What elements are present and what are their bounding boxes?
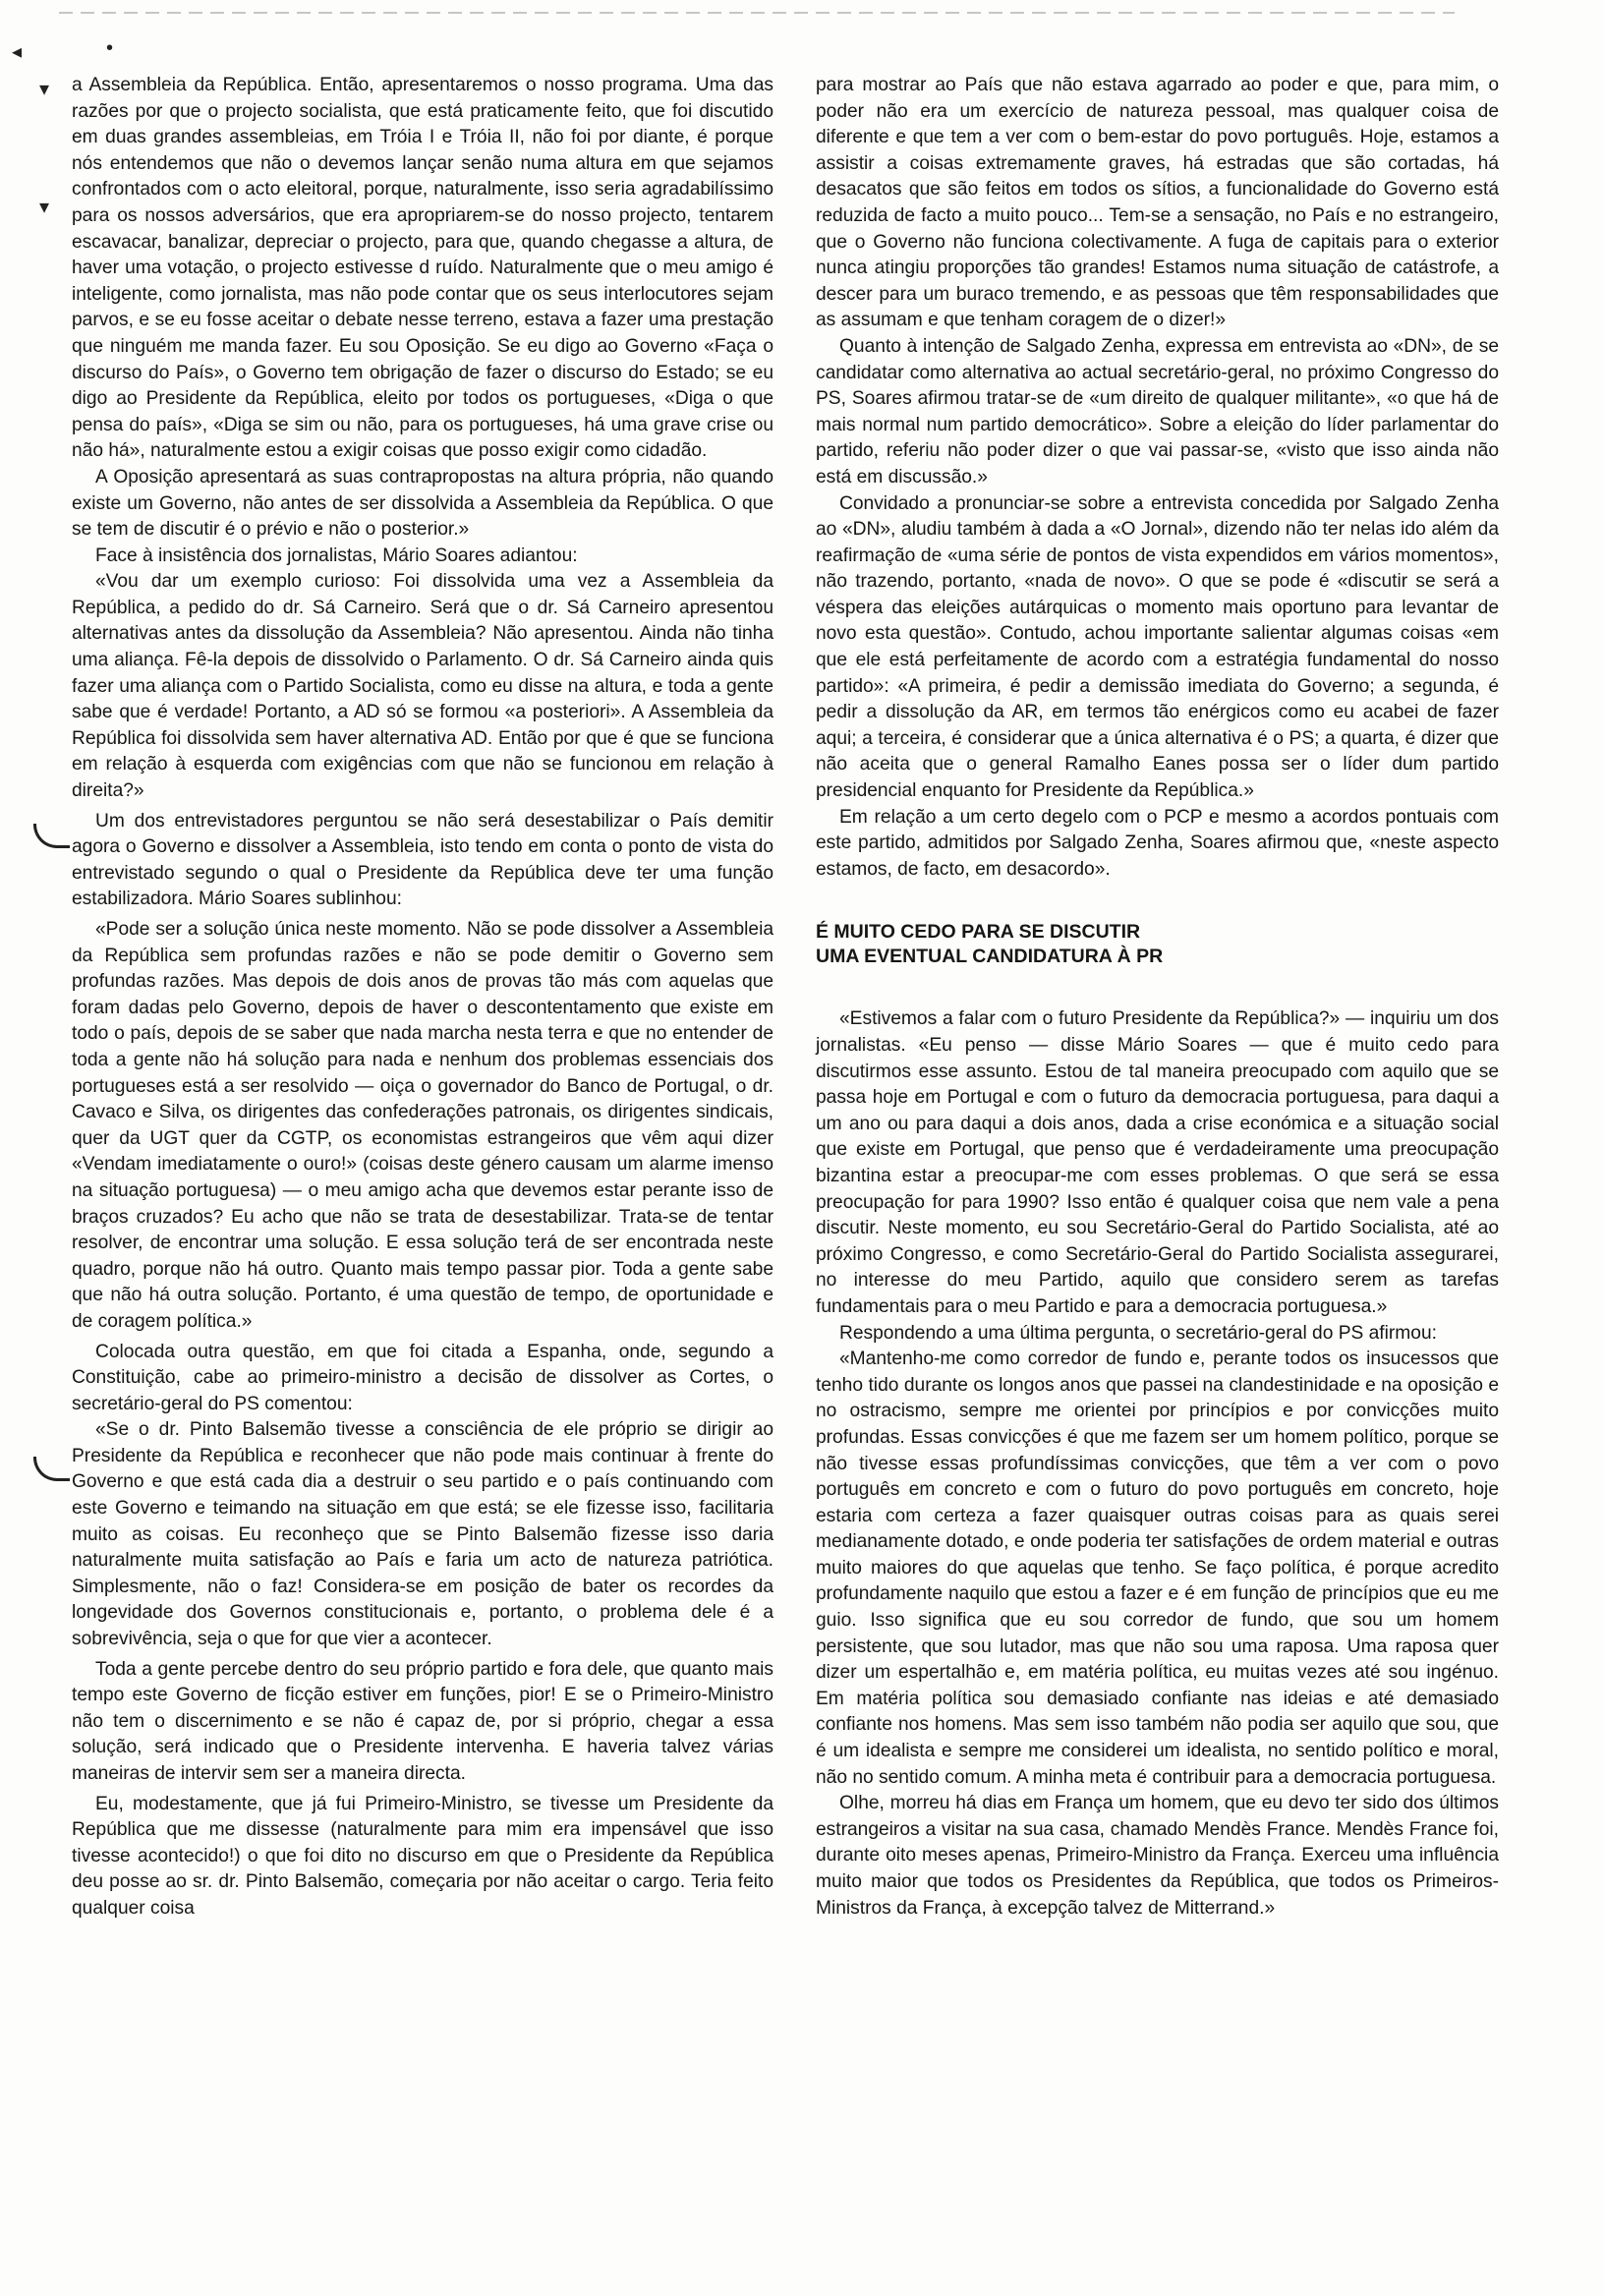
- paragraph: Colocada outra questão, em que foi citada a Espanha, onde, segundo a Constituição, cabe ao primeiro-ministro a decisão de dissolver as Cortes, o secretário-geral do PS comentou:: [72, 1341, 773, 1414]
- margin-dot: ▾: [39, 197, 50, 218]
- paragraph: «Vou dar um exemplo curioso: Foi dissolvida uma vez a Assembleia da República, a pedido do dr. Sá Carneiro. Será que o dr. Sá Carneiro apresentou alternativas antes da dissolução da Assembleia? Não apresentou. Ainda não tinha uma aliança. Fê-la depois de dissolvido o Parlamento. O dr. Sá Carneiro ainda quis fazer uma aliança com o Partido Socialista, como eu disse na altura, e toda a gente sabe que é verdade! Portanto, a AD só se formou «a posteriori». A Assembleia da República foi dissolvida sem haver alternativa AD. Então por que é que se funciona em relação à esquerda com exigências com que não se funcionou em relação à direita?»: [72, 571, 773, 802]
- section-heading-line: UMA EVENTUAL CANDIDATURA À PR: [816, 946, 1164, 968]
- margin-dot: •: [106, 37, 114, 59]
- paragraph: Quanto à intenção de Salgado Zenha, expressa em entrevista ao «DN», de se candidatar como alternativa ao actual secretário-geral, no próximo Congresso do PS, Soares afirmou tratar-se de «um direito de qualquer militante», «o que há de mais normal num partido democrático». Sobre a eleição do líder parlamentar do partido, referiu não poder dizer o que vai passar-se, «visto que isso ainda não está em discussão.»: [816, 335, 1499, 488]
- margin-hook-mark: [33, 824, 70, 848]
- section-heading-line: É MUITO CEDO PARA SE DISCUTIR: [816, 921, 1141, 944]
- paragraph: A Oposição apresentará as suas contrapropostas na altura própria, não quando existe um Governo, não antes de ser dissolvida a Assembleia da República. O que se tem de discutir é o prévio e não o posterior.»: [72, 466, 773, 541]
- paragraph: Olhe, morreu há dias em França um homem, que eu devo ter sido dos últimos estrangeiros a visitar na sua casa, chamado Mendès France. Mendès France foi, durante oito meses apenas, Primeiro-Ministro da França. Exerceu uma influência muito maior que todos os Presidentes da República, que todos os Primeiros-Ministros da França, à excepção talvez de Mitterrand.»: [816, 1793, 1499, 1919]
- paragraph: «Mantenho-me como corredor de fundo e, perante todos os insucessos que tenho tido durante os longos anos que passei na clandestinidade e na oposição e no ostracismo, sempre me orientei por princípios e por convicções muito profundas. Essas convicções é que me fazem ser um homem político, porque se não tivesse essas profundíssimas convicções, que têm a ver com o povo português em concreto e com o futuro do povo português em concreto, hoje estaria com certeza a fazer quaisquer outras coisas para as quais serei medianamente dotado, e onde poderia ter satisfações de ordem material e outras muito maiores do que aquelas que tenho. Se faço política, é porque acredito profundamente naquilo que estou a fazer e é em função de princípios que eu me guio. Isso significa que eu sou corredor de fundo, que sou um homem persistente, que sou lutador, mas que não sou uma raposa. Uma raposa quer dizer um espertalhão e, em matéria política, eu muitas vezes até sou ingénuo. Em matéria política sou demasiado confiante nas ideias e até demasiado confiante nos homens. Mas sem isso também não podia ser aquilo que sou, que é um idealista e sempre me considerei um idealista, no sentido político e moral, não no sentido comum. A minha meta é contribuir para a democracia portuguesa.: [816, 1349, 1499, 1788]
- section-heading: [816, 920, 1499, 969]
- paragraph: «Pode ser a solução única neste momento. Não se pode dissolver a Assembleia da República sem profundas razões e não se pode demitir o Governo sem profundas razões. Mas depois de dois anos de provas tão más com aquelas que foram dadas pelo Governo, depois de haver o descontentamento que existe em todo o país, depois de se saber que nada marcha nesta terra e que no entender de toda a gente não há solução para nada e nenhum dos problemas essenciais dos portugueses está a ser resolvido — oiça o governador do Banco de Portugal, o dr. Cavaco e Silva, os dirigentes das confederações patronais, os dirigentes sindicais, quer da UGT quer da CGTP, os economistas estrangeiros que vêm aqui dizer «Vendam imediatamente o ouro!» (coisas deste género causam um alarme imenso na situação portuguesa) — o meu amigo acha que devemos estar perante isso de braços cruzados? Eu acho que não se trata de desestabilizar. Trata-se de tentar resolver, de encontrar uma solução. E essa solução terá de ser encontrada neste quadro, porque não há outro. Quanto mais tempo passar pior. Toda a gente sabe que não há outra solução. Portanto, é uma questão de tempo, de oportunidade e de coragem política.»: [72, 919, 773, 1332]
- scan-edge-line: [59, 12, 1455, 14]
- paragraph: «Estivemos a falar com o futuro Presidente da República?» — inquiriu um dos jornalistas. «Eu penso — disse Mário Soares — que é muito cedo para discutirmos esse assunto. Estou de tal maneira preocupado com aquilo que se passa hoje em Portugal e com o futuro da democracia portuguesa, para daqui a um ano ou para daqui a dois anos, dada a crise económica e a situação social que existe em Portugal, que penso que é verdadeiramente uma preocupação bizantina estar a preocupar-me com esses problemas. O que será se essa preocupação for para 1990? Isso então é qualquer coisa que nem vale a pena discutir. Neste momento, eu sou Secretário-Geral do Partido Socialista, até ao próximo Congresso, e como Secretário-Geral do Partido Socialista assegurarei, no interesse do meu Partido, aquilo que considero serem as tarefas fundamentais para o meu Partido e para a democracia portuguesa.»: [816, 1008, 1499, 1317]
- right-column: [816, 73, 1499, 1922]
- margin-dot: ◂: [12, 41, 23, 63]
- paragraph: Respondendo a uma última pergunta, o secretário-geral do PS afirmou:: [839, 1322, 1437, 1344]
- paragraph: Convidado a pronunciar-se sobre a entrevista concedida por Salgado Zenha ao «DN», aludiu também à dada a «O Jornal», dizendo não ter nelas ido além da reafirmação de «uma série de pontos de vista expendidos em vários momentos», não trazendo, portanto, «nada de novo». O que se pode é «discutir se será a véspera das eleições autárquicas o momento mais oportuno para levantar de novo esta questão». Contudo, achou importante salientar algumas coisas «em que ele está perfeitamente de acordo com a estratégia fundamental do nosso partido»: «A primeira, é pedir a demissão imediata do Governo; a segunda, é pedir a dissolução da AR, em termos tão enérgicos como eu acabei de fazer aqui; a terceira, é considerar que a única alternativa é o PS; a quarta, é dizer que não aceita que o general Ramalho Eanes possa ser o líder dum partido presidencial enquanto for Presidente da República.»: [816, 492, 1499, 802]
- paragraph: para mostrar ao País que não estava agarrado ao poder e que, para mim, o poder não era um exercício de natureza pessoal, mas qualquer coisa de diferente e que tem a ver com o bem-estar do povo português. Hoje, estamos a assistir a coisas extremamente graves, há estradas que são cortadas, há desacatos que são feitos em todos os sítios, a funcionalidade do Governo está reduzida de facto a muito pouco... Tem-se a sensação, no País e no estrangeiro, que o Governo não funciona colectivamente. A fuga de capitais para o exterior nunca atingiu proporções tão grandes! Estamos numa situação de catástrofe, a descer para um buraco tremendo, e as pessoas que têm responsabilidades que as assumam e que tenham coragem de o dizer!»: [816, 75, 1499, 331]
- paragraph: Um dos entrevistadores perguntou se não será desestabilizar o País demitir agora o Governo e dissolver a Assembleia, isto tendo em conta o ponto de vista do entrevistado segundo o qual o Presidente da República deve ter uma função estabilizadora. Mário Soares sublinhou:: [72, 810, 773, 910]
- margin-hook-mark: [33, 1457, 70, 1481]
- margin-dot: ▾: [39, 79, 50, 100]
- left-column: [72, 73, 773, 1923]
- paragraph: Em relação a um certo degelo com o PCP e mesmo a acordos pontuais com este partido, admitidos por Salgado Zenha, Soares afirmou que, «neste aspecto estamos, de facto, em desacordo».: [816, 806, 1499, 880]
- paragraph: a Assembleia da República. Então, apresentaremos o nosso programa. Uma das razões por que o projecto socialista, que está praticamente feito, que foi discutido em duas grandes assembleias, em Tróia I e Tróia II, não foi por diante, é porque nós entendemos que não o devemos lançar senão numa altura em que sejamos confrontados com o acto eleitoral, porque, naturalmente, isso seria agradabilíssimo para os nossos adversários, que era apropriarem-se do nosso projecto, tentarem escavacar, banalizar, depreciar o projecto, para que, quando chegasse a altura, de haver uma votação, o projecto estivesse d ruído. Naturalmente que o meu amigo é inteligente, como jornalista, mas não pode contar que os seus interlocutores sejam parvos, e se eu fosse aceitar o debate nesse terreno, estava a fazer uma prestação que ninguém me manda fazer. Eu sou Oposição. Se eu digo ao Governo «Faça o discurso do País», o Governo tem obrigação de fazer o discurso do Estado; se eu digo ao Presidente da República, eleito por todos os portugueses, «Diga o que pensa do país», «Diga se sim ou não, para os portugueses, há uma grave crise ou não há», naturalmente estou a exigir coisas que posso exigir como cidadão.: [72, 75, 773, 462]
- paragraph: Eu, modestamente, que já fui Primeiro-Ministro, se tivesse um Presidente da República que me dissesse (naturalmente para mim era impensável que isso tivesse acontecido!) o que foi dito no discurso em que o Presidente da República deu posse ao sr. dr. Pinto Balsemão, começaria por não aceitar o cargo. Teria feito qualquer coisa: [72, 1793, 773, 1919]
- paragraph: Toda a gente percebe dentro do seu próprio partido e fora dele, que quanto mais tempo este Governo de ficção estiver em funções, pior! E se o Primeiro-Ministro não tem o discernimento e se não é capaz de, por si próprio, chegar a essa solução, será indicado que o Presidente intervenha. E haveria talvez várias maneiras de intervir sem ser a maneira directa.: [72, 1658, 773, 1784]
- paragraph: «Se o dr. Pinto Balsemão tivesse a consciência de ele próprio se dirigir ao Presidente da República e reconhecer que não pode mais continuar à frente do Governo e que está cada dia a destruir o seu partido e o país continuando com este Governo e teimando na situação em que está; se ele fizesse isso, facilitaria muito as coisas. Eu reconheço que se Pinto Balsemão fizesse isso daria naturalmente muita satisfação ao País e faria um acto de natureza patriótica. Simplesmente, não o faz! Considera-se em posição de bater os recordes da longevidade dos Governos constitucionais e, portanto, o problema dele é a sobrevivência, seja o que for que vier a acontecer.: [72, 1419, 773, 1650]
- paragraph: Face à insistência dos jornalistas, Mário Soares adiantou:: [95, 545, 578, 566]
